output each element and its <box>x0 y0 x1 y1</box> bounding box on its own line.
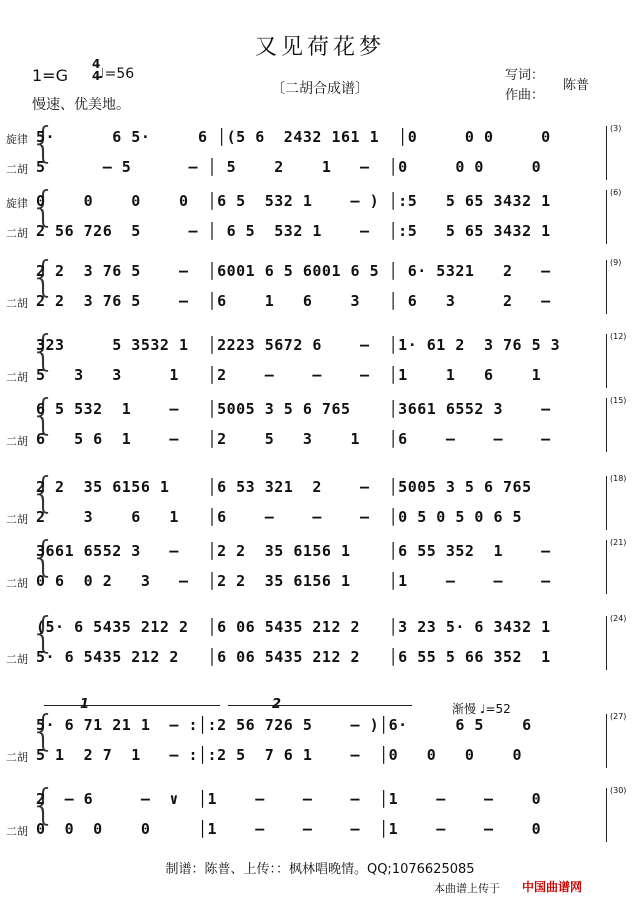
ritardando-marking: 渐慢 ♩=52 <box>452 702 511 716</box>
page-title: 又见荷花梦 <box>254 35 385 60</box>
measure-number: (27) <box>610 712 627 721</box>
volta-second-line <box>228 705 412 706</box>
end-barline <box>606 334 607 388</box>
end-barline <box>606 714 607 768</box>
part-label: 旋律 <box>6 133 28 146</box>
end-barline <box>606 260 607 314</box>
measure-number: (6) <box>610 188 622 197</box>
notation-line: 2 56 726 5 — │ 6 5 532 1 — │:5 5 65 3432 1 <box>36 222 551 240</box>
notation-line: 0 6 0 2 3 — │2 2 35 6156 1 │1 — — — <box>36 572 551 590</box>
system-brace: { <box>30 608 57 657</box>
system-brace: { <box>30 326 57 375</box>
site-logo: 中国曲谱网 <box>522 880 583 894</box>
end-barline <box>606 190 607 244</box>
end-barline <box>606 398 607 452</box>
end-barline <box>606 540 607 594</box>
footer-credits: 制谱：陈普、上传：：枫林唱晚情。QQ;1076625085 <box>165 862 475 877</box>
measure-number: (21) <box>610 538 627 547</box>
end-barline <box>606 616 607 670</box>
part-label: 二胡 <box>6 371 28 384</box>
notation-line: 3661 6552 3 — │2 2 35 6156 1 │6 55 352 1 — <box>36 542 551 560</box>
system-brace: { <box>30 706 57 755</box>
meter-top: 4 <box>92 57 101 71</box>
part-label: 二胡 <box>6 653 28 666</box>
notation-line: 2 2 35 6156 1 │6 53 321 2 — │5005 3 5 6 765 <box>36 478 532 496</box>
notation-line: 6 5 6 1 — │2 5 3 1 │6 — — — <box>36 430 551 448</box>
system-brace: { <box>30 390 57 439</box>
measure-number: (15) <box>610 396 627 405</box>
notation-line: 5· 6 5· 6 │(5 6 2432 161 1 │0 0 0 0 <box>36 128 551 146</box>
system-brace: { <box>30 780 57 829</box>
measure-number: (12) <box>610 332 627 341</box>
measure-number: (24) <box>610 614 627 623</box>
measure-number: (3) <box>610 124 622 133</box>
measure-number: (9) <box>610 258 622 267</box>
measure-number: (30) <box>610 786 627 795</box>
subtitle: 〔二胡合成谱〕 <box>271 81 369 97</box>
end-barline <box>606 476 607 530</box>
end-barline <box>606 788 607 842</box>
author-name: 陈普 <box>563 78 590 93</box>
part-label: 二胡 <box>6 513 28 526</box>
end-barline <box>606 126 607 180</box>
notation-line: 5 — 5 — │ 5 2 1 — │0 0 0 0 <box>36 158 542 176</box>
notation-line: 2 3 6 1 │6 — — — │0 5 0 5 0 6 5 <box>36 508 523 526</box>
part-label: 二胡 <box>6 297 28 310</box>
system-brace: { <box>30 532 57 581</box>
part-label: 二胡 <box>6 227 28 240</box>
notation-line: 5· 6 71 21 1 — :│:2 56 726 5 — )│6· 6 5 6 <box>36 716 532 734</box>
upload-note: 本曲谱上传于 <box>434 882 500 895</box>
notation-line: 2 2 3 76 5 — │6001 6 5 6001 6 5 │ 6· 5321 2 — <box>36 262 551 280</box>
notation-line: 5 1 2 7 1 — :│:2 5 7 6 1 — │0 0 0 0 <box>36 746 523 764</box>
volta-first-line <box>44 705 220 706</box>
tempo-marking: ♩=56 <box>98 66 135 82</box>
part-label: 二胡 <box>6 163 28 176</box>
notation-line: 323 5 3532 1 │2223 5672 6 — │1· 61 2 3 76 5 3 <box>36 336 561 354</box>
notation-line: 2 2 3 76 5 — │6 1 6 3 │ 6 3 2 — <box>36 292 551 310</box>
system-brace: { <box>30 252 57 301</box>
meter-bottom: 4 <box>92 69 101 83</box>
credits <box>505 66 590 106</box>
part-label: 二胡 <box>6 825 28 838</box>
composer-label: 作曲： <box>505 88 545 103</box>
part-label: 旋律 <box>6 197 28 210</box>
key-signature: 1=G <box>32 66 68 85</box>
part-label: 二胡 <box>6 577 28 590</box>
notation-line: 2 — 6 — ∨ │1 — — — │1 — — 0 <box>36 790 542 808</box>
part-label: 二胡 <box>6 751 28 764</box>
notation-line: 5· 6 5435 212 2 │6 06 5435 212 2 │6 55 5 66 352 1 <box>36 648 551 666</box>
system-brace: { <box>30 182 57 231</box>
system-brace: { <box>30 468 57 517</box>
lyricist-label: 写词： <box>505 68 545 83</box>
part-label: 二胡 <box>6 435 28 448</box>
notation-line: 0 0 0 0 │6 5 532 1 — ) │:5 5 65 3432 1 <box>36 192 551 210</box>
notation-line: 6 5 532 1 — │5005 3 5 6 765 │3661 6552 3 — <box>36 400 551 418</box>
measure-number: (18) <box>610 474 627 483</box>
notation-line: (5· 6 5435 212 2 │6 06 5435 212 2 │3 23 5· 6 3432 1 <box>36 618 551 636</box>
system-brace: { <box>30 118 57 167</box>
expression-marking: 慢速、优美地。 <box>32 97 130 113</box>
notation-line: 0 0 0 0 │1 — — — │1 — — 0 <box>36 820 542 838</box>
notation-line: 5 3 3 1 │2 — — — │1 1 6 1 <box>36 366 542 384</box>
